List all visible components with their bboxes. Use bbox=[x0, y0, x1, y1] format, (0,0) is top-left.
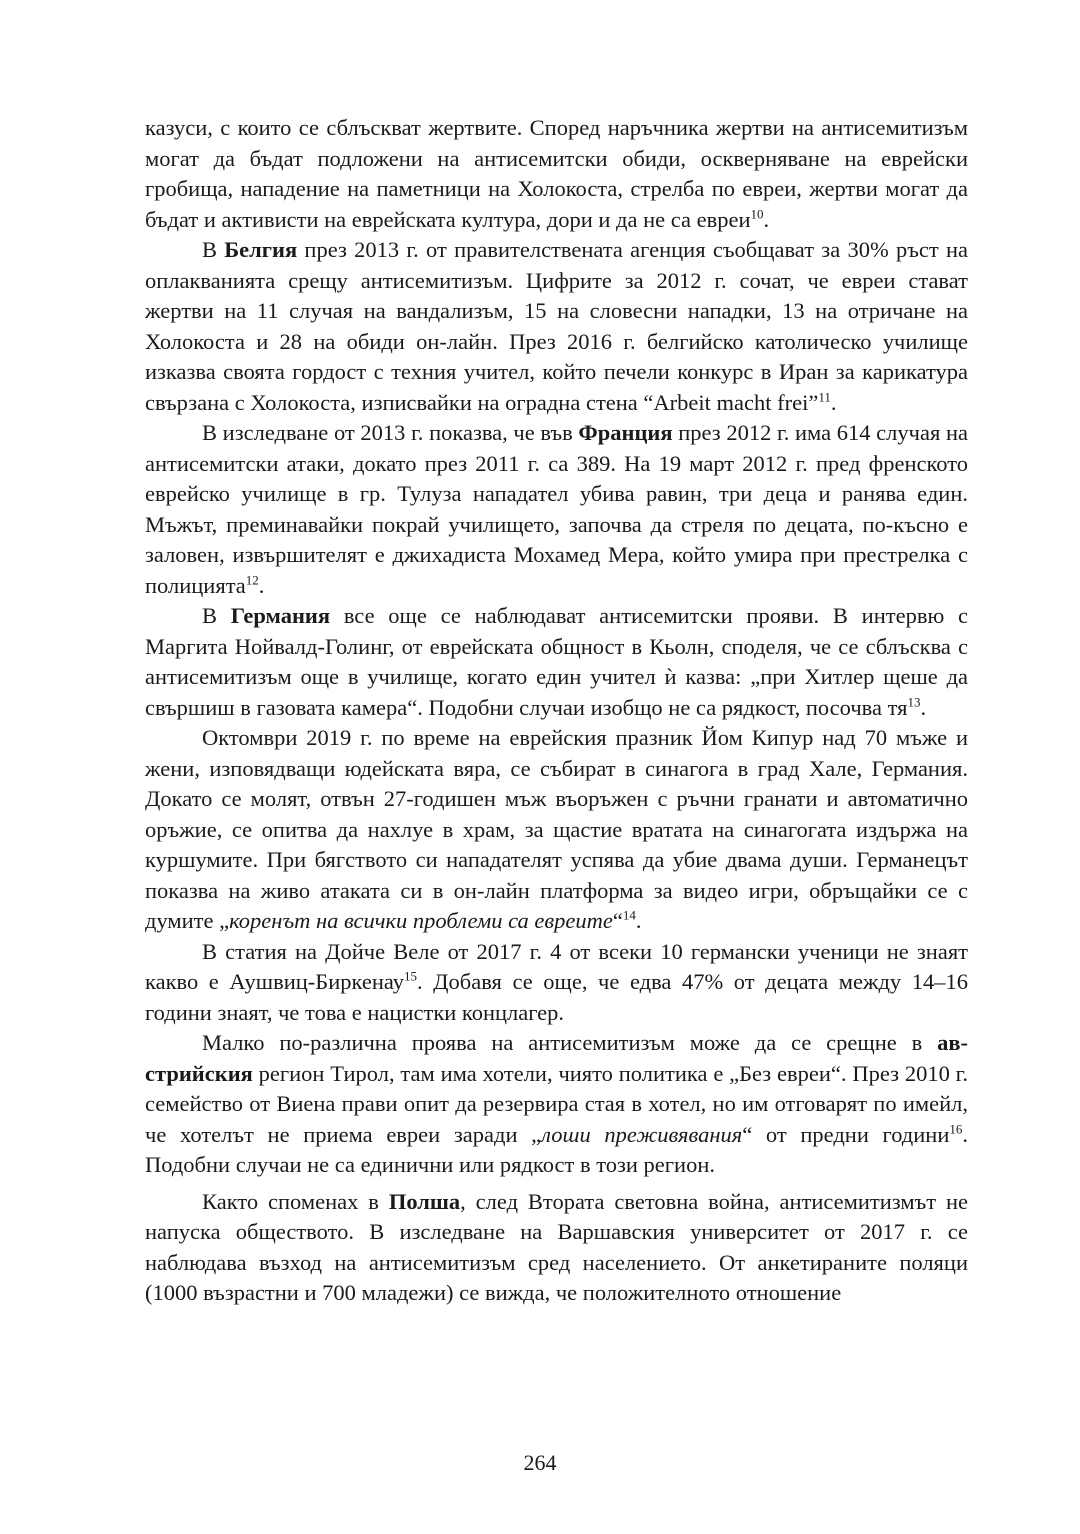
italic-quote: коренът на всички проблеми са евреите bbox=[229, 908, 613, 933]
paragraph-poland bbox=[145, 1187, 968, 1309]
footnote-ref: 12 bbox=[245, 572, 259, 587]
page-body bbox=[145, 113, 968, 1309]
text-run: . bbox=[258, 572, 265, 598]
paragraph-france bbox=[145, 418, 968, 601]
footnote-ref: 13 bbox=[907, 694, 921, 709]
italic-quote: лоши преживявания bbox=[541, 1121, 743, 1147]
text-run: през 2012 г. има 614 случая на антисемитски атаки, докато през 2011 г. са 389. На 19 март 2012 г. пред френското еврейско училище в гр. Тулуза нападател убива равин, три деца и ранява един. Мъжът, преминавайки покрай училището, започва да стреля по децата, по-късно е заловен, извършителят е джихадиста Мохамед Мера, който умира при престрелка с полицията bbox=[145, 420, 968, 598]
text-run: , след Втората световна война, антисемитизмът не напуска обществото. В изследване на Варшавския университет от 2017 г. се наблюдава възход на антисемитизъм сред населението. От анкетираните поляци (1000 възрастни и 700 младежи) се вижда, че положителното отношение bbox=[145, 1188, 968, 1305]
text-run: В изследване от 2013 г. показва, че във bbox=[202, 420, 579, 445]
paragraph bbox=[145, 113, 968, 235]
country-name: Полша bbox=[388, 1188, 461, 1214]
text-run: все още се наблюдават антисемитски прояви. В интервю с Маргита Нойвалд-Голинг, от еврейската общност в Кьолн, споделя, че се сблъсква с антисемитизъм още в училище, когато един учител ѝ казва: „при Хитлер щеше да свършиш в газовата камера“. Подобни случаи изобщо не са рядкост, посочва тя bbox=[145, 603, 968, 720]
footnote-ref: 15 bbox=[403, 968, 417, 984]
page-number: 264 bbox=[523, 1450, 557, 1475]
text-run: . Подобни случаи не са единични или рядкост в този регион. bbox=[145, 1121, 969, 1177]
footnote-ref: 14 bbox=[622, 907, 636, 923]
paragraph-deutsche-welle bbox=[145, 937, 968, 1029]
text-run: Малко по-различна проява на антисемитизъм може да се срещне в bbox=[202, 1030, 938, 1055]
text-run: Както споменах в bbox=[202, 1188, 389, 1214]
text-run: “ от предни години bbox=[742, 1121, 950, 1147]
country-name: Германия bbox=[230, 603, 331, 628]
country-name: Белгия bbox=[224, 237, 298, 262]
paragraph-belgium bbox=[145, 235, 968, 418]
text-run: . bbox=[635, 908, 642, 933]
paragraph-germany bbox=[145, 601, 968, 723]
footnote-ref: 16 bbox=[949, 1121, 963, 1136]
text-run: регион Тирол, там има хотели, чиято политика е „Без евреи“. През 2010 г. семейство от Виена прави опит да резервира стая в хотел, но им отговарят по имейл, че хотелът не приема евреи заради „ bbox=[145, 1060, 968, 1147]
footnote-ref: 11 bbox=[818, 389, 831, 404]
footnote-ref: 10 bbox=[750, 206, 764, 221]
paragraph-austria bbox=[145, 1028, 968, 1181]
text-run: “ bbox=[612, 908, 623, 933]
text-run: В bbox=[202, 603, 231, 628]
text-run: В статия на Дойче Веле от 2017 г. 4 от всеки 10 германски ученици не знаят какво е Аушвиц-Биркенау bbox=[145, 938, 968, 994]
text-run: . bbox=[763, 206, 770, 232]
text-run: . Добавя се още, че едва 47% от децата между 14–16 години знаят, че това е нацистки концлагер. bbox=[145, 969, 968, 1025]
country-name: австрийския bbox=[145, 1030, 968, 1086]
country-name: Франция bbox=[578, 420, 673, 445]
text-run: казуси, с които се сблъскват жертвите. Според наръчника жертви на антисемитизъм могат да бъдат подложени на антисемитски обиди, оскверняване на еврейски гробища, нападение на паметници на Холокоста, стрелба по евреи, жертви могат да бъдат и активисти на еврейската култура, дори и да не са евреи bbox=[145, 115, 968, 232]
text-run: В bbox=[202, 237, 225, 262]
text-run: . bbox=[830, 389, 837, 415]
text-run: . bbox=[920, 694, 927, 720]
text-run: през 2013 г. от правителствената агенция съобщават за 30% ръст на оплакванията срещу антисемитизъм. Цифрите за 2012 г. сочат, че евреи стават жертви на 11 случая на вандализъм, 15 на словесни нападки, 13 на отричане на Холокоста и 28 на обиди он-лайн. През 2016 г. белгийско католическо училище изказва своята гордост с техния учител, който печели конкурс в Иран за карикатура свързана с Холокоста, изписвайки на оградна стена “Arbeit macht frei” bbox=[145, 237, 968, 415]
paragraph-halle bbox=[145, 723, 968, 937]
text-run: Октомври 2019 г. по време на еврейския празник Йом Кипур над 70 мъже и жени, изповядващи юдейската вяра, се събират в синагога в град Хале, Германия. Докато се молят, отвън 27-годишен мъж въоръжен с ръчни гранати и автоматично оръжие, се опитва да нахлуе в храм, за щастие вратата на синагогата издържа на куршумите. При бягството си нападателят успява да убие двама души. Германецът показва на живо атаката си в он-лайн платформа за видео игри, обръщайки се с думите „ bbox=[145, 725, 968, 933]
